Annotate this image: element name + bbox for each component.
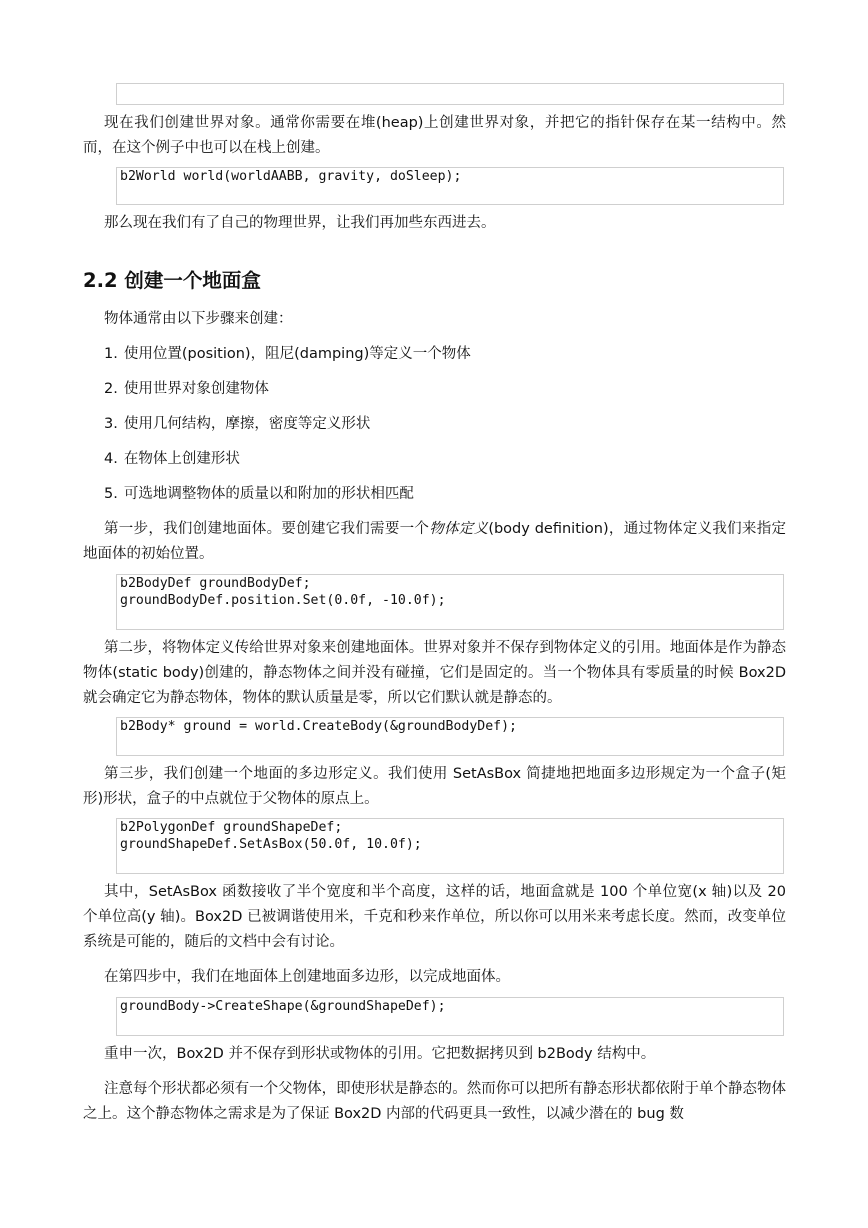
- body-definition-term: 物体定义: [429, 521, 489, 537]
- list-item: [104, 447, 240, 472]
- paragraph-step1: [83, 517, 786, 567]
- paragraph-setasbox: 其中，SetAsBox 函数接收了半个宽度和半个高度，这样的话，地面盒就是 100 个单位宽(x 轴)以及 20 个单位高(y 轴)。Box2D 已被调谐使用米，千克和秒来作单位，所以你可以用米来考虑长度。然而，改变单位系统是可能的，随后的文档中会有讨论。: [83, 884, 786, 950]
- paragraph-step3: 第三步，我们创建一个地面的多边形定义。我们使用 SetAsBox 简捷地把地面多边形规定为一个盒子(矩形)形状，盒子的中点就位于父物体的原点上。: [83, 766, 786, 807]
- code-block-empty: [116, 83, 784, 105]
- list-text: 在物体上创建形状: [123, 451, 240, 467]
- list-text: 使用位置(position)，阻尼(damping)等定义一个物体: [123, 346, 471, 362]
- section-heading: 2.2 创建一个地面盒: [83, 269, 261, 292]
- code-block-shapedef: b2PolygonDef groundShapeDef; groundShapeDef.SetAsBox(50.0f, 10.0f);: [116, 818, 784, 874]
- code-block-bodydef: b2BodyDef groundBodyDef; groundBodyDef.position.Set(0.0f, -10.0f);: [116, 574, 784, 630]
- list-item: [104, 377, 269, 402]
- list-text: 使用世界对象创建物体: [123, 381, 269, 397]
- list-text: 使用几何结构，摩擦，密度等定义形状: [123, 416, 371, 432]
- step1-text-b: (body definition)，通过物体定义我们来指定地面体的初始位置。: [83, 521, 786, 562]
- list-number: 4.: [104, 451, 118, 467]
- list-text: 可选地调整物体的质量以和附加的形状相匹配: [123, 486, 414, 502]
- paragraph-note: 注意每个形状都必须有一个父物体，即使形状是静态的。然而你可以把所有静态形状都依附于单个静态物体之上。这个静态物体之需求是为了保证 Box2D 内部的代码更具一致性，以减少潜在的 bug 数: [83, 1081, 786, 1122]
- list-item: [104, 482, 414, 507]
- list-item: [104, 412, 370, 437]
- paragraph-again: 重申一次，Box2D 并不保存到形状或物体的引用。它把数据拷贝到 b2Body 结构中。: [104, 1046, 656, 1062]
- paragraph-step4: 在第四步中，我们在地面体上创建地面多边形，以完成地面体。: [104, 969, 510, 985]
- code-block-createbody: b2Body* ground = world.CreateBody(&groundBodyDef);: [116, 717, 784, 756]
- paragraph-world-intro: 现在我们创建世界对象。通常你需要在堆(heap)上创建世界对象，并把它的指针保存在某一结构中。然而，在这个例子中也可以在栈上创建。: [83, 115, 786, 156]
- code-block-createshape: groundBody->CreateShape(&groundShapeDef);: [116, 997, 784, 1036]
- step1-text-a: 第一步，我们创建地面体。要创建它我们需要一个: [104, 521, 430, 537]
- list-number: 1.: [104, 346, 118, 362]
- list-number: 5.: [104, 486, 118, 502]
- paragraph-steps-intro: 物体通常由以下步骤来创建：: [104, 311, 293, 327]
- list-number: 3.: [104, 416, 118, 432]
- paragraph-step2: 第二步，将物体定义传给世界对象来创建地面体。世界对象并不保存到物体定义的引用。地面体是作为静态物体(static body)创建的，静态物体之间并没有碰撞，它们是固定的。当一个物体具有零质量的时候 Box2D 就会确定它为静态物体，物体的默认质量是零，所以它们默认就是静态的。: [83, 640, 786, 706]
- list-number: 2.: [104, 381, 118, 397]
- code-block-world: b2World world(worldAABB, gravity, doSleep);: [116, 167, 784, 205]
- paragraph-now: 那么现在我们有了自己的物理世界，让我们再加些东西进去。: [104, 215, 496, 231]
- list-item: [104, 342, 471, 367]
